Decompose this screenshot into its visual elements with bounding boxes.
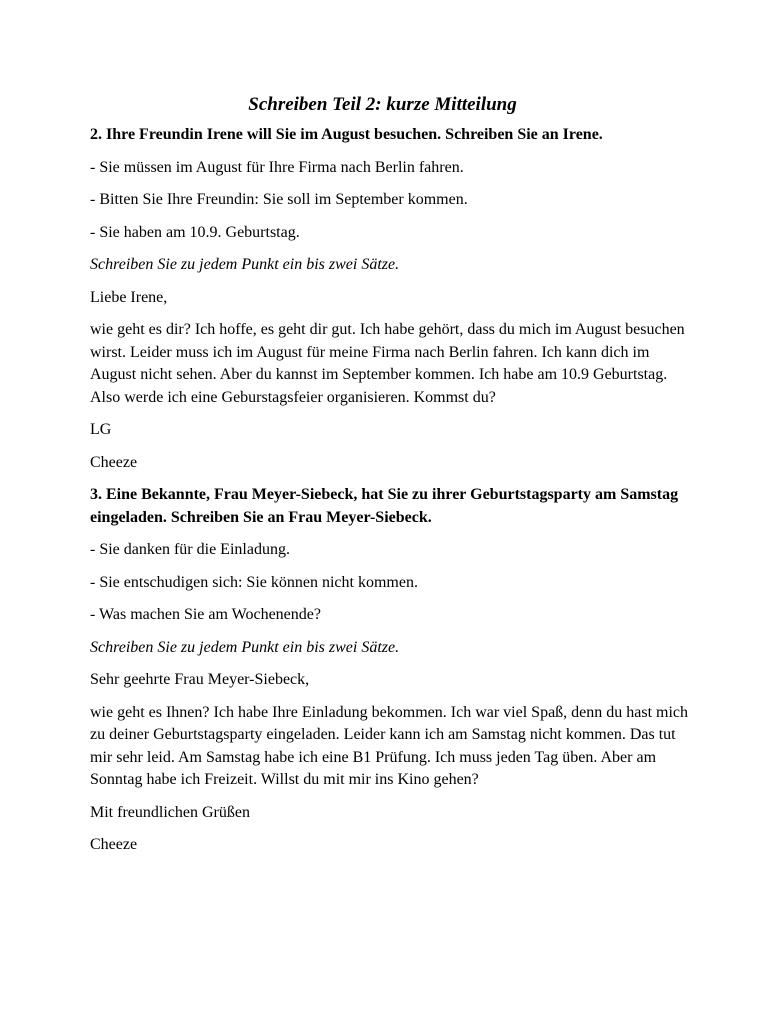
task-3-point-2: - Sie entschudigen sich: Sie können nicht kommen. bbox=[90, 573, 418, 591]
task-2-signature: Cheeze bbox=[90, 453, 138, 471]
task-3-closing: Mit freundlichen Grüßen bbox=[90, 803, 250, 821]
task-3-letter-body: wie geht es Ihnen? Ich habe Ihre Einladung bekommen. Ich war viel Spaß, denn du hast mich zu deiner Geburtstagsparty eingeladen. Leider kann ich am Samstag nicht kommen. Das tut mir sehr leid. Am Samstag habe ich eine B1 Prüfung. Ich muss jeden Tag üben. Aber am Sonntag habe ich Freizeit. Willst du mit mir ins Kino gehen? bbox=[90, 703, 689, 788]
task-3-salutation: Sehr geehrte Frau Meyer-Siebeck, bbox=[90, 671, 310, 688]
task-2-instruction: Schreiben Sie zu jedem Punkt ein bis zwei Sätze. bbox=[90, 256, 400, 273]
task-3-point-1: - Sie danken für die Einladung. bbox=[90, 541, 290, 558]
task-2-closing: LG bbox=[90, 421, 112, 438]
task-2-salutation: Liebe Irene, bbox=[90, 288, 168, 306]
task-2-point-2: - Bitten Sie Ihre Freundin: Sie soll im September kommen. bbox=[90, 191, 468, 208]
task-3-signature: Cheeze bbox=[90, 836, 138, 853]
task-2-section bbox=[90, 124, 690, 474]
task-3-heading: 3. Eine Bekannte, Frau Meyer-Siebeck, hat Sie zu ihrer Geburtstagsparty am Samstag eingeladen. Schreiben Sie an Frau Meyer-Siebeck. bbox=[90, 486, 679, 526]
task-2-point-1: - Sie müssen im August für Ihre Firma nach Berlin fahren. bbox=[90, 158, 464, 176]
task-2-letter-body: wie geht es dir? Ich hoffe, es geht dir gut. Ich habe gehört, dass du mich im August besuchen wirst. Leider muss ich im August für meine Firma nach Berlin fahren. Ich kann dich im August nicht sehen. Aber du kannst im September kommen. Ich habe am 10.9 Geburtstag. Also werde ich eine Geburstagsfeier organisieren. Kommst du? bbox=[90, 321, 685, 406]
document-page bbox=[90, 92, 690, 867]
task-3-point-3: - Was machen Sie am Wochenende? bbox=[90, 606, 321, 623]
task-2-point-3: - Sie haben am 10.9. Geburtstag. bbox=[90, 223, 300, 241]
task-3-instruction: Schreiben Sie zu jedem Punkt ein bis zwei Sätze. bbox=[90, 638, 400, 656]
document-title: Schreiben Teil 2: kurze Mitteilung bbox=[248, 94, 517, 115]
task-2-heading: 2. Ihre Freundin Irene will Sie im August besuchen. Schreiben Sie an Irene. bbox=[90, 126, 603, 143]
task-3-section bbox=[90, 484, 690, 857]
